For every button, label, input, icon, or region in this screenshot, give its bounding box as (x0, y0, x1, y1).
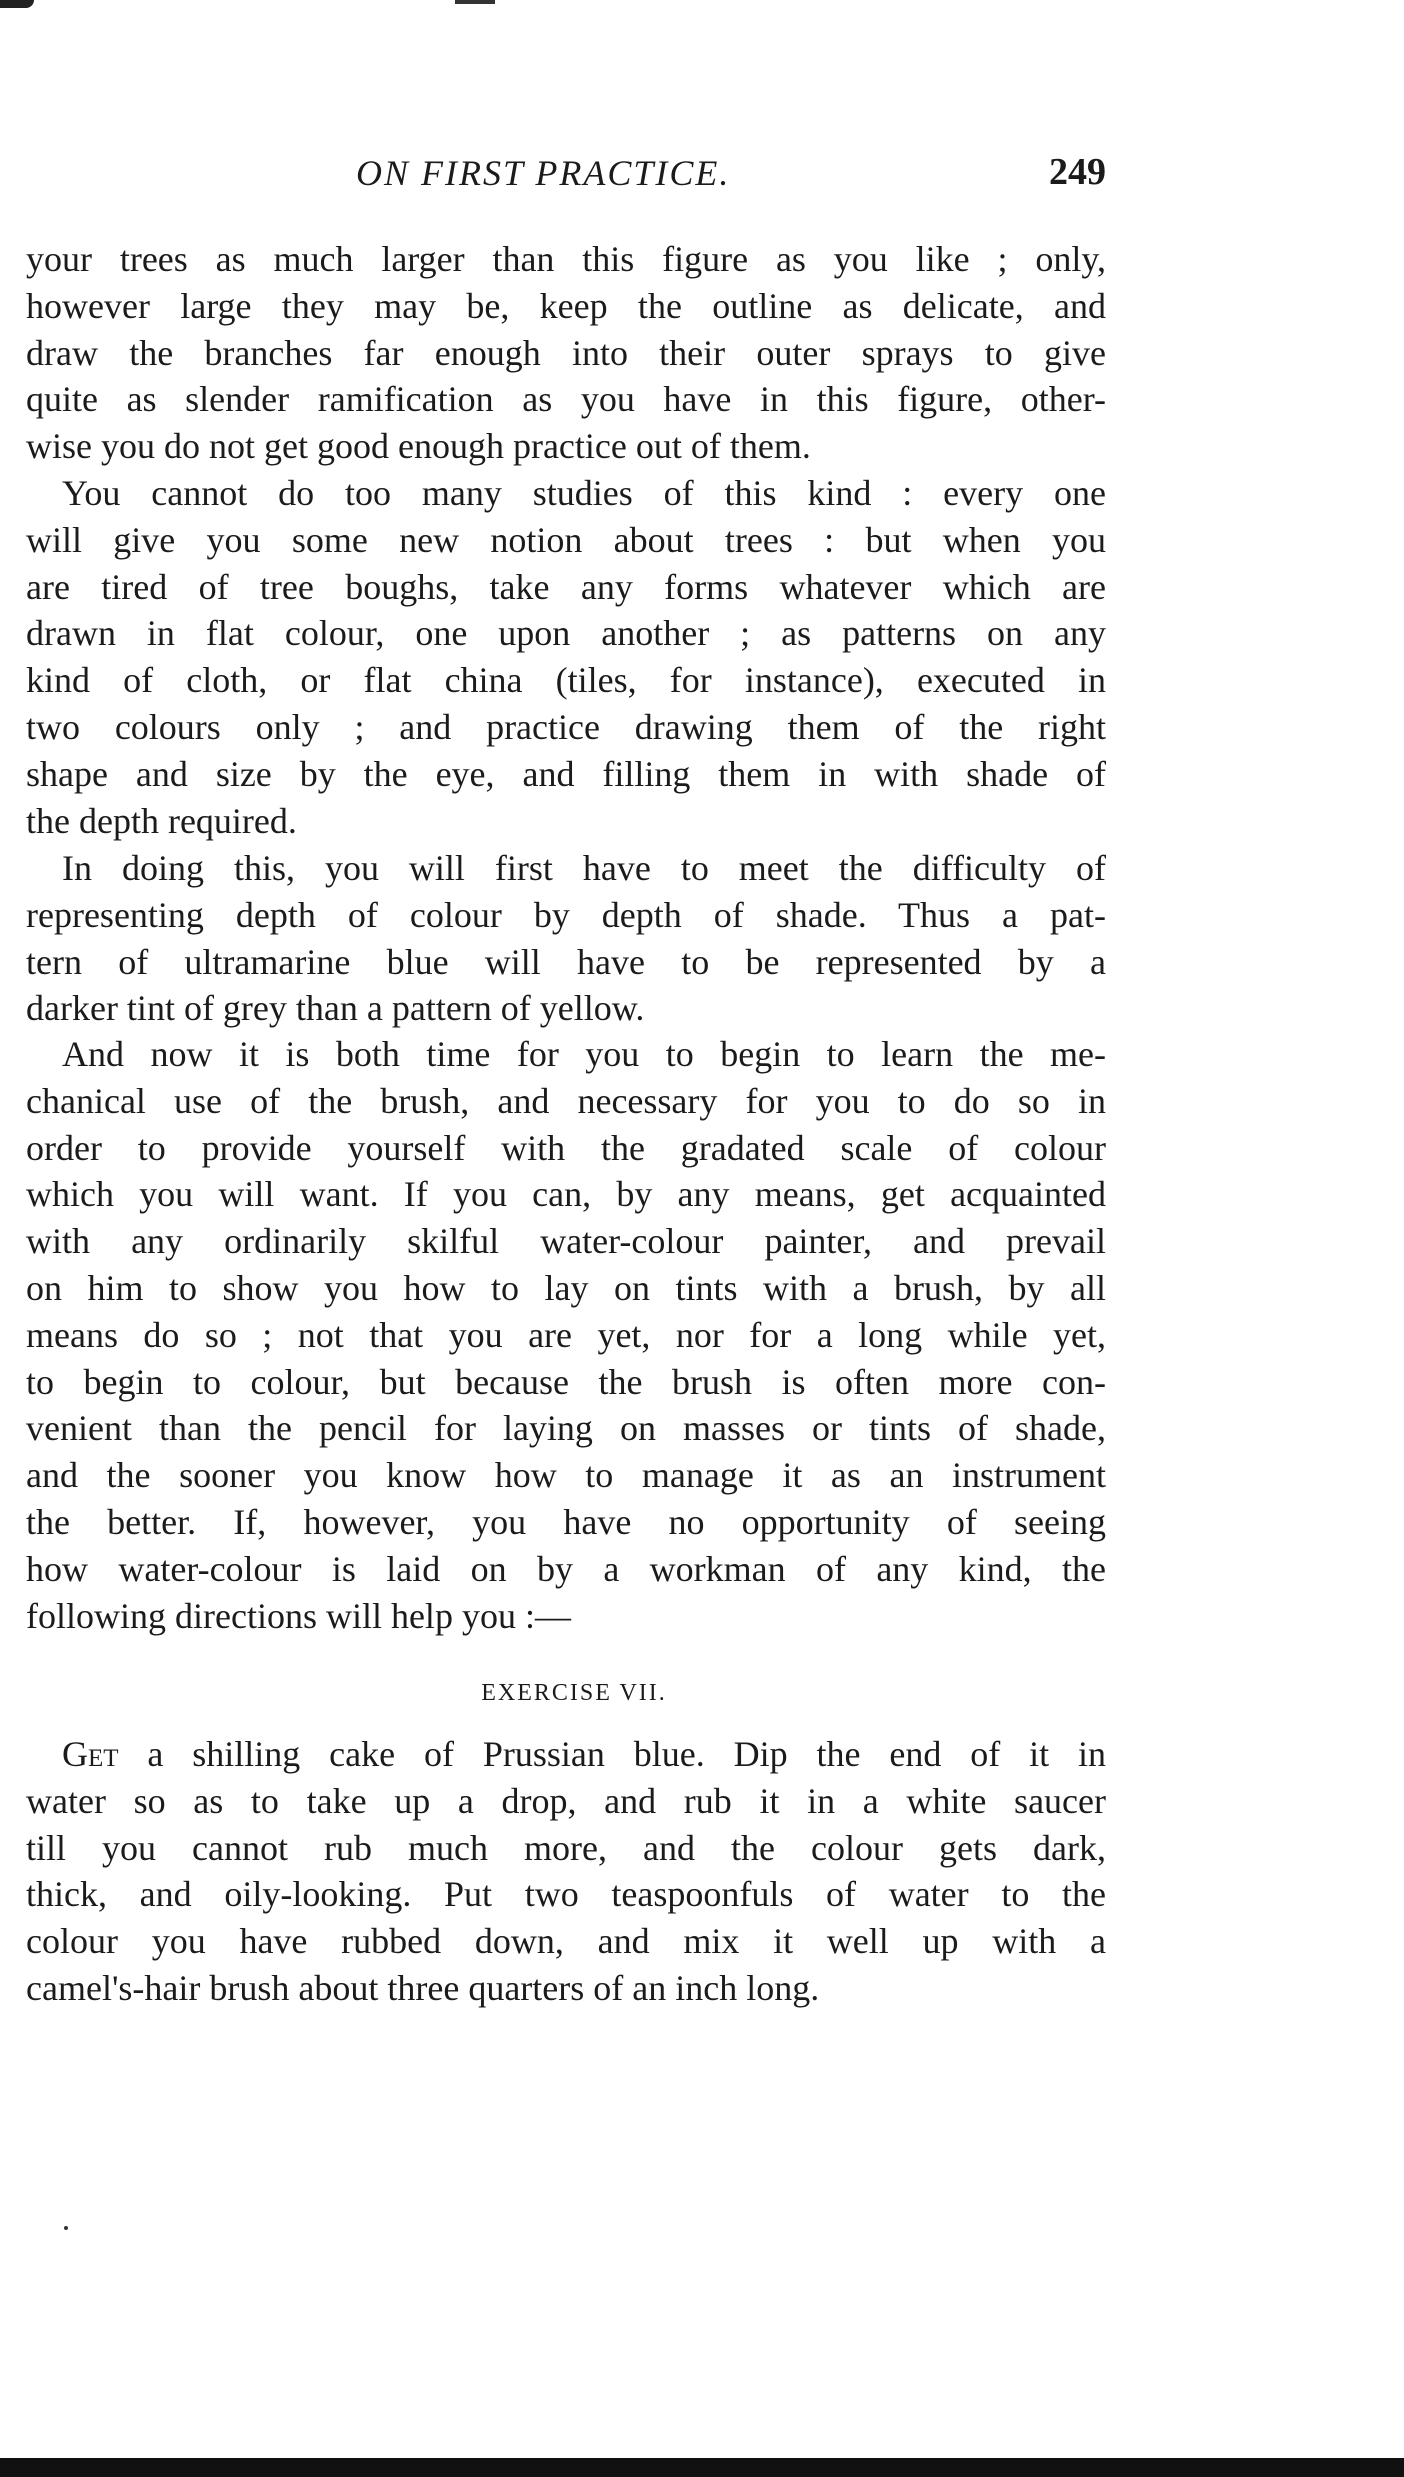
text-line: drawn in flat colour, one upon another ; as patterns on any (26, 613, 1106, 654)
first-line-rest: a shilling cake of Prussian blue. Dip the end of it in (118, 1734, 1106, 1774)
text-line: which you will want. If you can, by any means, get acquainted (26, 1174, 1106, 1215)
text-line: are tired of tree boughs, take any forms whatever which are (26, 566, 1106, 607)
text-line: the better. If, however, you have no opportunity of seeing (26, 1501, 1106, 1542)
text-line: and the sooner you know how to manage it as an instrument (26, 1455, 1106, 1496)
paragraph-1 (26, 236, 1106, 470)
scan-speck (64, 2226, 68, 2230)
text-line: darker tint of grey than a pattern of yellow. (26, 988, 645, 1029)
text-line: following directions will help you :— (26, 1595, 571, 1636)
text-line: to begin to colour, but because the brush is often more con- (26, 1361, 1106, 1402)
text-line: shape and size by the eye, and filling them in with shade of (26, 753, 1106, 794)
running-head (26, 152, 1106, 200)
text-line: on him to show you how to lay on tints with a brush, by all (26, 1267, 1106, 1308)
text-line: however large they may be, keep the outline as delicate, and (26, 285, 1106, 326)
text-line: And now it is both time for you to begin to learn the me- (62, 1034, 1106, 1074)
lead-word: Get (62, 1734, 119, 1774)
text-line: tern of ultramarine blue will have to be represented by a (26, 941, 1106, 982)
text-line: two colours only ; and practice drawing them of the right (26, 706, 1106, 747)
text-line: wise you do not get good enough practice out of them. (26, 426, 811, 467)
scan-top-mark (455, 0, 495, 4)
paragraph-2 (26, 470, 1106, 844)
exercise-paragraph (26, 1731, 1106, 2012)
text-line: camel's-hair brush about three quarters of an inch long. (26, 1967, 820, 2008)
text-line: In doing this, you will first have to meet the difficulty of (62, 848, 1106, 888)
scan-corner-mark (0, 0, 34, 8)
text-line: with any ordinarily skilful water-colour painter, and prevail (26, 1221, 1106, 1262)
text-line: colour you have rubbed down, and mix it well up with a (26, 1921, 1106, 1962)
page-number: 249 (1049, 151, 1106, 193)
text-line: chanical use of the brush, and necessary for you to do so in (26, 1080, 1106, 1121)
text-line: kind of cloth, or flat china (tiles, for instance), executed in (26, 660, 1106, 701)
running-title: ON FIRST PRACTICE. (356, 153, 731, 193)
text-line: venient than the pencil for laying on masses or tints of shade, (26, 1408, 1106, 1449)
text-line: quite as slender ramification as you have in this figure, other- (26, 379, 1106, 420)
text-line: thick, and oily-looking. Put two teaspoonfuls of water to the (26, 1874, 1106, 1915)
text-line: You cannot do too many studies of this kind : every one (62, 473, 1106, 513)
text-line: the depth required. (26, 800, 297, 841)
text-line: how water-colour is laid on by a workman of any kind, the (26, 1548, 1106, 1589)
text-line: your trees as much larger than this figure as you like ; only, (26, 239, 1106, 279)
paragraph-4 (26, 1031, 1106, 1639)
paragraph-3 (26, 845, 1106, 1032)
text-line: representing depth of colour by depth of shade. Thus a pat- (26, 894, 1106, 935)
text-line: water so as to take up a drop, and rub it in a white saucer (26, 1780, 1106, 1821)
text-line: draw the branches far enough into their outer sprays to give (26, 332, 1106, 373)
text-line: till you cannot rub much more, and the colour gets dark, (26, 1827, 1106, 1868)
text-line: order to provide yourself with the gradated scale of colour (26, 1127, 1106, 1168)
text-line: will give you some new notion about trees : but when you (26, 519, 1106, 560)
scan-bottom-edge (0, 2458, 1404, 2477)
text-line: means do so ; not that you are yet, nor for a long while yet, (26, 1314, 1106, 1355)
exercise-heading: EXERCISE VII. (481, 1680, 667, 1706)
text-line (26, 1731, 1106, 1778)
